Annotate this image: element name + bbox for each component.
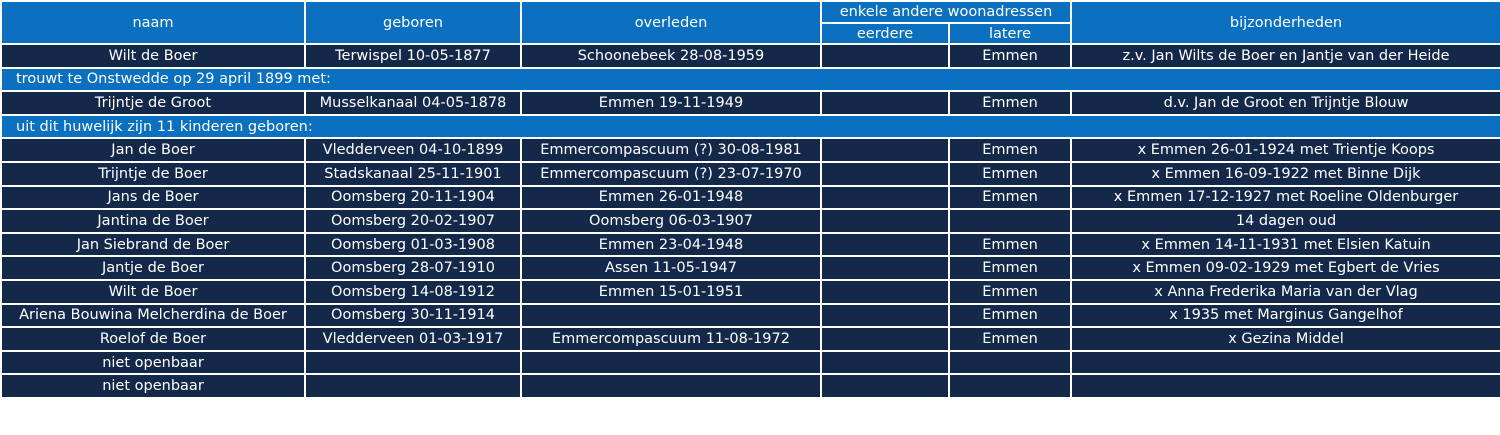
cell-bijzonderheden: d.v. Jan de Groot en Trijntje Blouw [1071,91,1500,115]
cell-eerdere [821,374,949,398]
cell-naam: niet openbaar [1,351,305,375]
table-row [1,209,1500,233]
cell-naam: Jans de Boer [1,186,305,210]
children-body [1,138,1500,398]
cell-geboren [305,351,521,375]
table-row [1,186,1500,210]
cell-overleden: Emmen 23-04-1948 [521,233,821,257]
cell-bijzonderheden: z.v. Jan Wilts de Boer en Jantje van der Heide [1071,44,1500,68]
cell-eerdere [821,233,949,257]
cell-overleden: Schoonebeek 28-08-1959 [521,44,821,68]
header-bijzonderheden: bijzonderheden [1071,1,1500,44]
cell-eerdere [821,209,949,233]
cell-naam: niet openbaar [1,374,305,398]
cell-naam: Ariena Bouwina Melcherdina de Boer [1,304,305,328]
cell-eerdere [821,186,949,210]
cell-geboren: Vledderveen 04-10-1899 [305,138,521,162]
marriage-band [1,68,1500,92]
cell-bijzonderheden: x Emmen 14-11-1931 met Elsien Katuin [1071,233,1500,257]
cell-overleden [521,304,821,328]
cell-latere: Emmen [949,186,1071,210]
cell-geboren: Musselkanaal 04-05-1878 [305,91,521,115]
cell-latere [949,374,1071,398]
cell-latere: Emmen [949,138,1071,162]
cell-latere: Emmen [949,327,1071,351]
cell-eerdere [821,327,949,351]
cell-eerdere [821,351,949,375]
cell-eerdere [821,280,949,304]
cell-eerdere [821,138,949,162]
cell-geboren: Oomsberg 28-07-1910 [305,256,521,280]
cell-overleden [521,351,821,375]
cell-latere: Emmen [949,162,1071,186]
header-overleden: overleden [521,1,821,44]
table-row [1,138,1500,162]
cell-overleden: Assen 11-05-1947 [521,256,821,280]
cell-naam: Jan de Boer [1,138,305,162]
cell-geboren [305,374,521,398]
cell-latere: Emmen [949,280,1071,304]
cell-overleden: Oomsberg 06-03-1907 [521,209,821,233]
table-row [1,351,1500,375]
table-row [1,304,1500,328]
cell-overleden: Emmen 19-11-1949 [521,91,821,115]
cell-bijzonderheden: x 1935 met Marginus Gangelhof [1071,304,1500,328]
cell-eerdere [821,91,949,115]
cell-bijzonderheden: 14 dagen oud [1071,209,1500,233]
husband-row [1,44,1500,68]
header-woonadressen: enkele andere woonadressen [821,1,1071,23]
cell-geboren: Vledderveen 01-03-1917 [305,327,521,351]
cell-latere: Emmen [949,91,1071,115]
table-row [1,280,1500,304]
header-eerdere: eerdere [821,23,949,44]
cell-bijzonderheden [1071,351,1500,375]
table-row [1,327,1500,351]
cell-geboren: Oomsberg 30-11-1914 [305,304,521,328]
cell-geboren: Oomsberg 20-11-1904 [305,186,521,210]
cell-latere: Emmen [949,256,1071,280]
cell-bijzonderheden: x Emmen 09-02-1929 met Egbert de Vries [1071,256,1500,280]
table-body [1,44,1500,138]
cell-naam: Jantje de Boer [1,256,305,280]
cell-overleden: Emmercompascuum (?) 30-08-1981 [521,138,821,162]
cell-bijzonderheden: x Emmen 16-09-1922 met Binne Dijk [1071,162,1500,186]
cell-eerdere [821,304,949,328]
cell-bijzonderheden: x Gezina Middel [1071,327,1500,351]
cell-latere: Emmen [949,44,1071,68]
table-row [1,162,1500,186]
cell-latere [949,209,1071,233]
cell-eerdere [821,44,949,68]
children-text: uit dit huwelijk zijn 11 kinderen geboren: [1,115,1500,139]
cell-bijzonderheden: x Anna Frederika Maria van der Vlag [1071,280,1500,304]
children-band [1,115,1500,139]
table-row [1,256,1500,280]
table-row [1,233,1500,257]
cell-naam: Wilt de Boer [1,280,305,304]
cell-overleden [521,374,821,398]
cell-naam: Roelof de Boer [1,327,305,351]
cell-eerdere [821,162,949,186]
table-header [1,1,1500,44]
cell-naam: Trijntje de Groot [1,91,305,115]
header-latere: latere [949,23,1071,44]
cell-latere [949,351,1071,375]
cell-geboren: Terwispel 10-05-1877 [305,44,521,68]
header-naam: naam [1,1,305,44]
header-geboren: geboren [305,1,521,44]
cell-geboren: Oomsberg 14-08-1912 [305,280,521,304]
cell-naam: Jantina de Boer [1,209,305,233]
cell-overleden: Emmercompascuum (?) 23-07-1970 [521,162,821,186]
cell-bijzonderheden [1071,374,1500,398]
cell-naam: Wilt de Boer [1,44,305,68]
cell-latere: Emmen [949,233,1071,257]
marriage-text: trouwt te Onstwedde op 29 april 1899 met: [1,68,1500,92]
table-row [1,374,1500,398]
cell-naam: Jan Siebrand de Boer [1,233,305,257]
cell-bijzonderheden: x Emmen 17-12-1927 met Roeline Oldenburger [1071,186,1500,210]
cell-geboren: Oomsberg 20-02-1907 [305,209,521,233]
cell-geboren: Oomsberg 01-03-1908 [305,233,521,257]
cell-eerdere [821,256,949,280]
cell-overleden: Emmen 15-01-1951 [521,280,821,304]
cell-overleden: Emmercompascuum 11-08-1972 [521,327,821,351]
wife-row [1,91,1500,115]
cell-naam: Trijntje de Boer [1,162,305,186]
cell-latere: Emmen [949,304,1071,328]
cell-geboren: Stadskanaal 25-11-1901 [305,162,521,186]
cell-overleden: Emmen 26-01-1948 [521,186,821,210]
cell-bijzonderheden: x Emmen 26-01-1924 met Trientje Koops [1071,138,1500,162]
